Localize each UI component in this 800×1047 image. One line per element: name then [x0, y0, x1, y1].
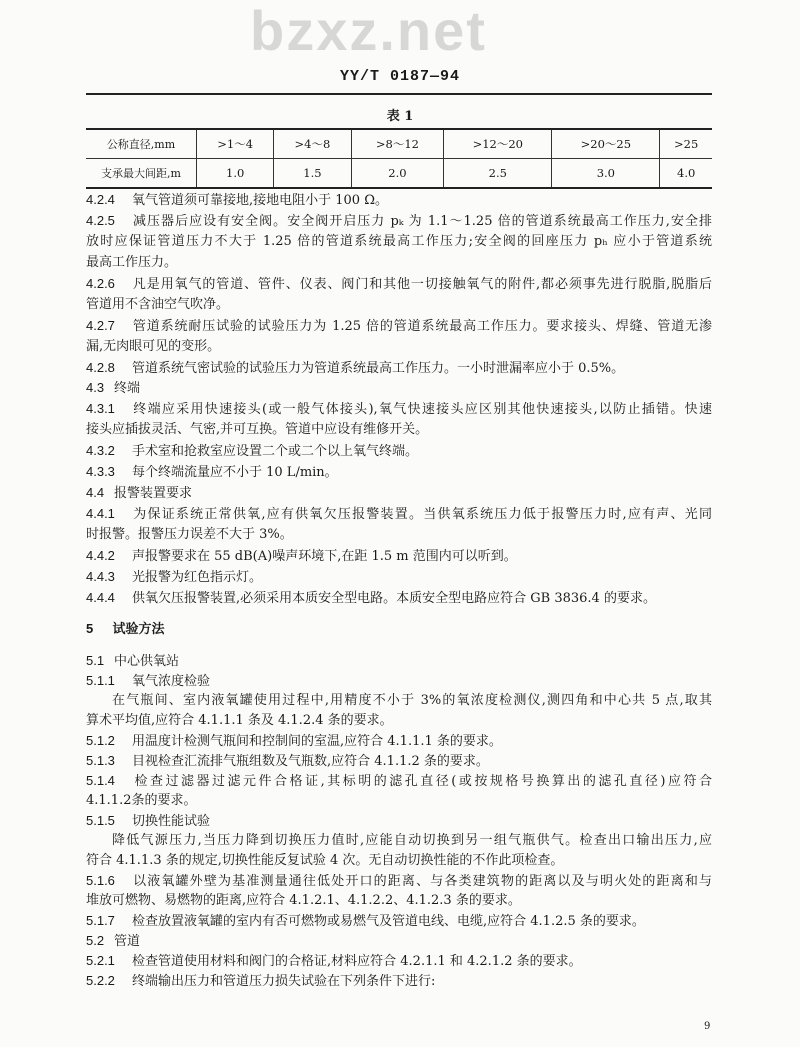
- clause-line: [86, 420, 712, 441]
- clause-text: 检查管道使用材料和阀门的合格证,材料应符合 4.2.1.1 和 4.2.1.2 条的要求。: [132, 954, 582, 969]
- clause-text: 供氧欠压报警装置,必须采用本质安全型电路。本质安全型电路应符合 GB 3836.4 的要求。: [132, 590, 656, 606]
- clause-line: [86, 831, 712, 851]
- clause-number: 4.4: [86, 485, 105, 501]
- clause-number: 5.1.6: [86, 873, 115, 888]
- table-cell: >8～12: [351, 129, 444, 159]
- clause-text: 用温度计检测气瓶间和控制间的室温,应符合 4.1.1.1 条的要求。: [132, 734, 502, 749]
- clause-number: 5.2.2: [86, 973, 115, 988]
- clause-number: 5.2.1: [86, 953, 115, 968]
- clause-number: 4.3.2: [86, 443, 115, 459]
- clause-line: [86, 483, 712, 504]
- table-cell: 3.0: [552, 159, 660, 189]
- clause-text: 管道系统耐压试验的试验压力为 1.25 倍的管道系统最高工作压力。要求接头、焊缝、管道无渗: [132, 318, 712, 334]
- clause-line: [86, 253, 712, 274]
- clause-number: 5.1.4: [86, 773, 115, 788]
- clause-text: 检查放置液氧罐的室内有否可燃物或易燃气及管道电线、电缆,应符合 4.1.2.5 条的要求。: [132, 914, 645, 929]
- clause-line: [86, 971, 712, 991]
- clause-line: [86, 871, 712, 891]
- clause-line: [86, 951, 712, 971]
- clause-text: 管道: [114, 934, 141, 949]
- clause-number: 5.1.7: [86, 913, 115, 928]
- header-rule: [86, 93, 712, 95]
- clause-number: 4.2.5: [86, 212, 115, 228]
- clause-line: [86, 399, 712, 420]
- clause-text: 最高工作压力。: [86, 254, 178, 270]
- watermark: bzxz.net: [250, 0, 487, 62]
- clause-line: [86, 891, 712, 911]
- table-cell: 2.5: [444, 159, 552, 189]
- clause-text: 手术室和抢救室应设置二个或二个以上氧气终端。: [132, 444, 419, 460]
- clause-line: [86, 671, 712, 691]
- clause-line: [86, 751, 712, 771]
- clause-line: [86, 691, 712, 711]
- clause-line: [86, 771, 712, 791]
- clause-line: [86, 567, 712, 588]
- table-cell: 2.0: [351, 159, 444, 189]
- clause-number: 4.4.1: [86, 506, 115, 522]
- clause-number: 5.1: [86, 653, 105, 668]
- clause-line: [86, 791, 712, 811]
- clause-line: [86, 588, 712, 609]
- clause-number: 4.4.2: [86, 547, 115, 563]
- clause-line: [86, 651, 712, 671]
- clause-text: 每个终端流量应不小于 10 L/min。: [132, 465, 338, 481]
- row-label: 公称直径,mm: [86, 129, 197, 159]
- clause-text: 中心供氧站: [114, 654, 180, 669]
- clause-line: [86, 504, 712, 525]
- clause-number: 4.2.7: [86, 317, 115, 333]
- clause-number: 4.3.1: [86, 401, 115, 417]
- clause-text: 切换性能试验: [132, 814, 211, 829]
- clause-line: [86, 232, 712, 253]
- clause-text: 报警装置要求: [114, 486, 193, 502]
- clause-line: [86, 711, 712, 731]
- clause-line: [86, 295, 712, 316]
- clause-number: 4.3: [86, 380, 105, 396]
- clause-line: [86, 190, 712, 211]
- clause-line: [86, 378, 712, 399]
- clause-number: 5.1.1: [86, 673, 115, 688]
- standard-number-header: YY/T 0187—94: [339, 68, 461, 85]
- clause-text: 终端应采用快速接头(或一般气体接头),氧气快速接头应区别其他快速接头,以防止插错。快速: [132, 402, 712, 418]
- section-number: 5: [86, 621, 94, 636]
- clause-text: 以液氧罐外壁为基准测量通往低处开口的距离、与各类建筑物的距离以及与明火处的距离和与: [132, 874, 712, 889]
- table-cell: >20～25: [552, 129, 660, 159]
- clause-line: [86, 462, 712, 483]
- clause-text: 放时应保证管道压力不大于 1.25 倍的管道系统最高工作压力;安全阀的回座压力 pₕ 应小于管道系统: [86, 233, 712, 249]
- clause-line: [86, 525, 712, 546]
- clause-number: 4.4.4: [86, 589, 115, 605]
- clause-line: [86, 274, 712, 295]
- clause-text: 在气瓶间、室内液氧罐使用过程中,用精度不小于 3%的氧浓度检测仪,测四角和中心共 5 点,取其: [112, 693, 712, 708]
- table-cell: >4～8: [274, 129, 351, 159]
- clause-number: 4.4.3: [86, 568, 115, 584]
- table-cell: >12～20: [444, 129, 552, 159]
- clause-text: 管道用不含油空气吹净。: [86, 296, 230, 312]
- clause-text: 符合 4.1.1.3 条的规定,切换性能反复试验 4 次。无自动切换性能的不作此项检查。: [86, 853, 564, 868]
- clause-line: [86, 546, 712, 567]
- clause-number: 4.2.4: [86, 192, 115, 207]
- table-row: [86, 129, 712, 159]
- clause-line: [86, 211, 712, 232]
- table-row: [86, 159, 712, 189]
- section-5-heading: [86, 620, 165, 639]
- clause-line: [86, 358, 712, 379]
- pipe-support-spacing-table: [86, 128, 712, 189]
- table-cell: >25: [660, 129, 712, 159]
- clause-number: 4.3.3: [86, 464, 115, 480]
- clause-line: [86, 851, 712, 871]
- clause-text: 时报警。报警压力误差不大于 3%。: [86, 527, 293, 542]
- clause-text: 接头应插拔灵活、气密,并可互换。管道中应设有维修开关。: [86, 422, 429, 438]
- section-5-content: [86, 651, 712, 991]
- table-cell: 4.0: [660, 159, 712, 189]
- table-cell: 1.5: [274, 159, 351, 189]
- clause-line: [86, 731, 712, 751]
- clause-line: [86, 441, 712, 462]
- clause-number: 5.1.3: [86, 753, 115, 768]
- clause-text: 4.1.1.2条的要求。: [86, 793, 197, 808]
- page-number: 9: [704, 1021, 711, 1032]
- table-caption: 表 1: [386, 109, 414, 124]
- clause-text: 为保证系统正常供氧,应有供氧欠压报警装置。当供氧系统压力低于报警压力时,应有声、光同: [132, 507, 712, 523]
- clause-text: 降低气源压力,当压力降到切换压力值时,应能自动切换到另一组气瓶供气。检查出口输出压力,应: [112, 833, 712, 848]
- clause-text: 算术平均值,应符合 4.1.1.1 条及 4.1.2.4 条的要求。: [86, 713, 393, 728]
- clause-text: 减压器后应设有安全阀。安全阀开启压力 pₖ 为 1.1～1.25 倍的管道系统最高工作压力,安全排: [132, 213, 712, 229]
- clause-text: 检查过滤器过滤元件合格证,其标明的滤孔直径(或按规格号换算出的滤孔直径)应符合: [132, 774, 712, 789]
- clause-text: 凡是用氧气的管道、管件、仪表、阀门和其他一切接触氧气的附件,都必须事先进行脱脂,脱脂后: [132, 276, 712, 292]
- clause-text: 声报警要求在 55 dB(A)噪声环境下,在距 1.5 m 范围内可以听到。: [132, 548, 517, 564]
- clause-line: [86, 811, 712, 831]
- row-label: 支承最大间距,m: [86, 159, 197, 189]
- clause-line: [86, 931, 712, 951]
- clause-number: 4.2.8: [86, 359, 115, 375]
- clause-text: 漏,无肉眼可见的变形。: [86, 338, 221, 354]
- clause-line: [86, 316, 712, 337]
- clause-line: [86, 337, 712, 358]
- clause-text: 氧气管道须可靠接地,接地电阻小于 100 Ω。: [132, 193, 388, 208]
- table-cell: 1.0: [197, 159, 274, 189]
- clause-number: 4.2.6: [86, 275, 115, 291]
- clause-number: 5.2: [86, 933, 105, 948]
- section-title: 试验方法: [112, 622, 165, 637]
- clause-text: 目视检查汇流排气瓶组数及气瓶数,应符合 4.1.1.2 条的要求。: [132, 754, 489, 769]
- clause-number: 5.1.2: [86, 733, 115, 748]
- clause-text: 氧气浓度检验: [132, 674, 211, 689]
- table-cell: >1～4: [197, 129, 274, 159]
- clause-number: 5.1.5: [86, 813, 115, 828]
- clause-text: 管道系统气密试验的试验压力为管道系统最高工作压力。一小时泄漏率应小于 0.5%。: [132, 360, 625, 376]
- clause-text: 光报警为红色指示灯。: [132, 569, 263, 585]
- clause-text: 终端输出压力和管道压力损失试验在下列条件下进行:: [132, 974, 436, 989]
- clause-line: [86, 911, 712, 931]
- clause-text: 终端: [114, 381, 141, 397]
- clause-text: 堆放可燃物、易燃物的距离,应符合 4.1.2.1、4.1.2.2、4.1.2.3 条的要求。: [86, 893, 521, 908]
- section-4-content: [86, 190, 712, 609]
